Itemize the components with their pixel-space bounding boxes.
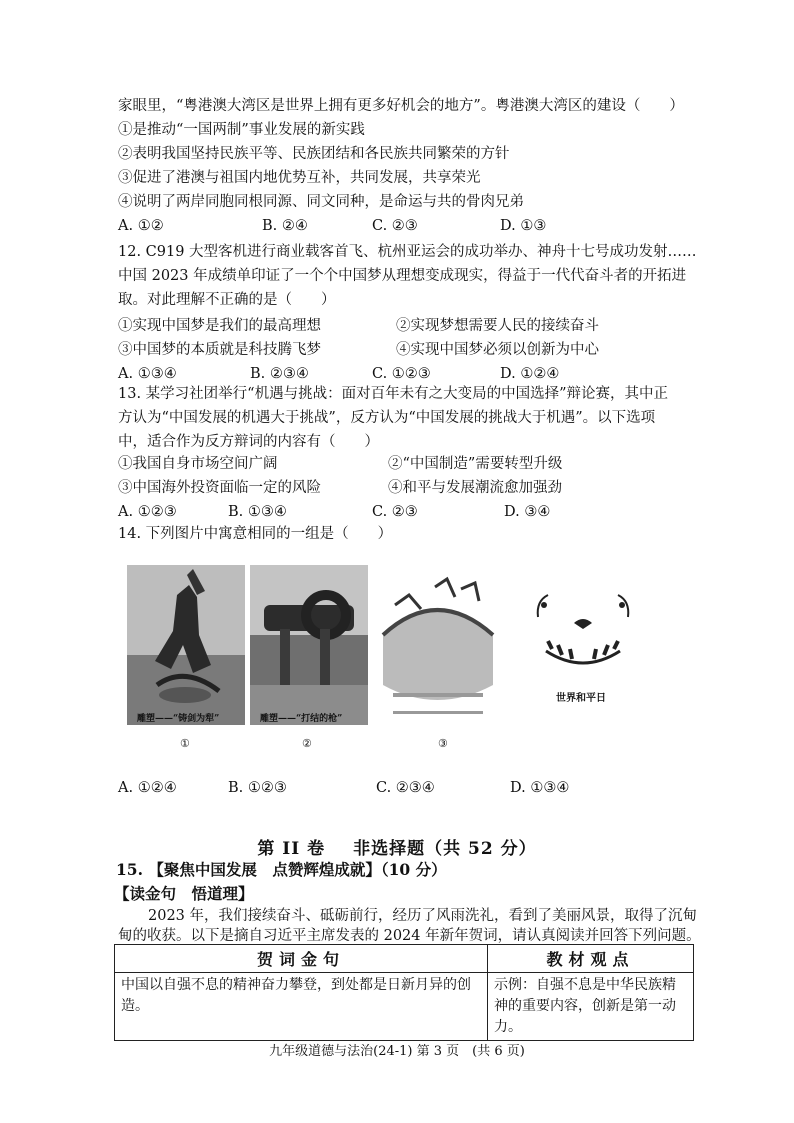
- q11-stem-line: 家眼里，“粤港澳大湾区是世界上拥有更多好机会的地方”。粤港澳大湾区的建设（ ）: [118, 98, 684, 114]
- q11-statement-3: ③促进了港澳与祖国内地优势互补，共同发展，共享荣光: [118, 170, 481, 186]
- q11-statement-2: ②表明我国坚持民族平等、民族团结和各民族共同繁荣的方针: [118, 146, 510, 162]
- q13-statement-1: ①我国自身市场空间广阔: [118, 456, 278, 472]
- q13-statement-2: ②“中国制造”需要转型升级: [388, 456, 563, 472]
- section-heading: [0, 834, 794, 859]
- table-cell-viewpoint: 示例：自强不息是中华民族精神的重要内容，创新是第一动力。: [488, 973, 694, 1041]
- q13-option-c: C. ②③: [372, 504, 418, 520]
- q12-stem-3: 取。对此理解不正确的是（ ）: [118, 292, 336, 308]
- q13-option-a: A. ①②③: [118, 504, 177, 520]
- quote-viewpoint-table: [114, 944, 694, 1041]
- q12-option-d: D. ①②④: [500, 366, 560, 382]
- q11-option-b: B. ②④: [262, 218, 308, 234]
- table-header-row: [115, 945, 694, 973]
- table-row: [115, 973, 694, 1041]
- q15-title: 15. 【聚焦中国发展 点赞辉煌成就】（10 分）: [116, 860, 447, 879]
- q12-statement-4: ④实现中国梦必须以创新为中心: [396, 342, 599, 358]
- sculpture-knotted-gun-image: [250, 565, 368, 725]
- q11-option-d: D. ①③: [500, 218, 547, 234]
- image-4-caption: 世界和平日: [556, 693, 606, 704]
- image-1-index: ①: [180, 737, 190, 750]
- q12-stem-1: 12. C919 大型客机进行商业载客首飞、杭州亚运会的成功举办、神舟十七号成功发射……: [118, 244, 697, 260]
- q14-stem: 14. 下列图片中寓意相同的一组是（ ）: [118, 526, 393, 542]
- q13-stem-3: 中，适合作为反方辩词的内容有（ ）: [118, 434, 379, 450]
- q12-option-a: A. ①③④: [118, 366, 177, 382]
- sculpture-sword-plow-image: [127, 565, 245, 725]
- section-part-label: 第 II 卷: [257, 839, 326, 859]
- q11-option-c: C. ②③: [372, 218, 418, 234]
- q12-option-c: C. ①②③: [372, 366, 431, 382]
- image-3-index: ③: [438, 737, 448, 750]
- q13-statement-3: ③中国海外投资面临一定的风险: [118, 480, 321, 496]
- q12-option-b: B. ②③④: [250, 366, 309, 382]
- q14-option-c: C. ②③④: [376, 780, 435, 796]
- table-header-quote: 贺词金句: [115, 945, 488, 973]
- page-footer: 九年级道德与法治(24-1) 第 3 页 (共 6 页): [269, 1044, 525, 1059]
- q12-stem-2: 中国 2023 年成绩单印证了一个个中国梦从理想变成现实，得益于一代代奋斗者的开拓进: [118, 268, 687, 284]
- q12-statement-3: ③中国梦的本质就是科技腾飞梦: [118, 342, 321, 358]
- q13-statement-4: ④和平与发展潮流愈加强劲: [388, 480, 562, 496]
- q12-statement-1: ①实现中国梦是我们的最高理想: [118, 318, 321, 334]
- q11-statement-4: ④说明了两岸同胞同根同源、同文同种，是命运与共的骨肉兄弟: [118, 194, 524, 210]
- q13-option-d: D. ③④: [504, 504, 551, 520]
- q13-stem-2: 方认为“中国发展的机遇大于挑战”，反方认为“中国发展的挑战大于机遇”。以下选项: [118, 410, 656, 426]
- q14-option-b: B. ①②③: [228, 780, 287, 796]
- q14-option-a: A. ①②④: [118, 780, 177, 796]
- q15-paragraph-1: 2023 年，我们接续奋斗、砥砺前行，经历了风雨洗礼，看到了美丽风景，取得了沉甸: [148, 908, 698, 924]
- q15-subtitle: 【读金句 悟道理】: [114, 884, 254, 903]
- q11-statement-1: ①是推动“一国两制”事业发展的新实践: [118, 122, 365, 138]
- section-title-label: 非选择题（共 52 分）: [353, 839, 537, 859]
- image-2-index: ②: [302, 737, 312, 750]
- table-header-viewpoint: 教材观点: [488, 945, 694, 973]
- q13-option-b: B. ①③④: [228, 504, 287, 520]
- q15-paragraph-2: 甸的收获。以下是摘自习近平主席发表的 2024 年新年贺词，请认真阅读并回答下列问题。: [118, 928, 701, 944]
- image-2-caption: 雕塑——“打结的枪”: [260, 714, 343, 724]
- q12-statement-2: ②实现梦想需要人民的接续奋斗: [396, 318, 599, 334]
- image-1-caption: 雕塑——“铸剑为犁”: [137, 714, 220, 724]
- q14-option-d: D. ①③④: [510, 780, 570, 796]
- peace-emblem-image: [375, 565, 500, 725]
- q11-option-a: A. ①②: [118, 218, 164, 234]
- table-cell-quote: 中国以自强不息的精神奋力攀登，到处都是日新月异的创造。: [115, 973, 488, 1041]
- q13-stem-1: 13. 某学习社团举行“机遇与挑战：面对百年未有之大变局的中国选择”辩论赛，其中正: [118, 386, 668, 402]
